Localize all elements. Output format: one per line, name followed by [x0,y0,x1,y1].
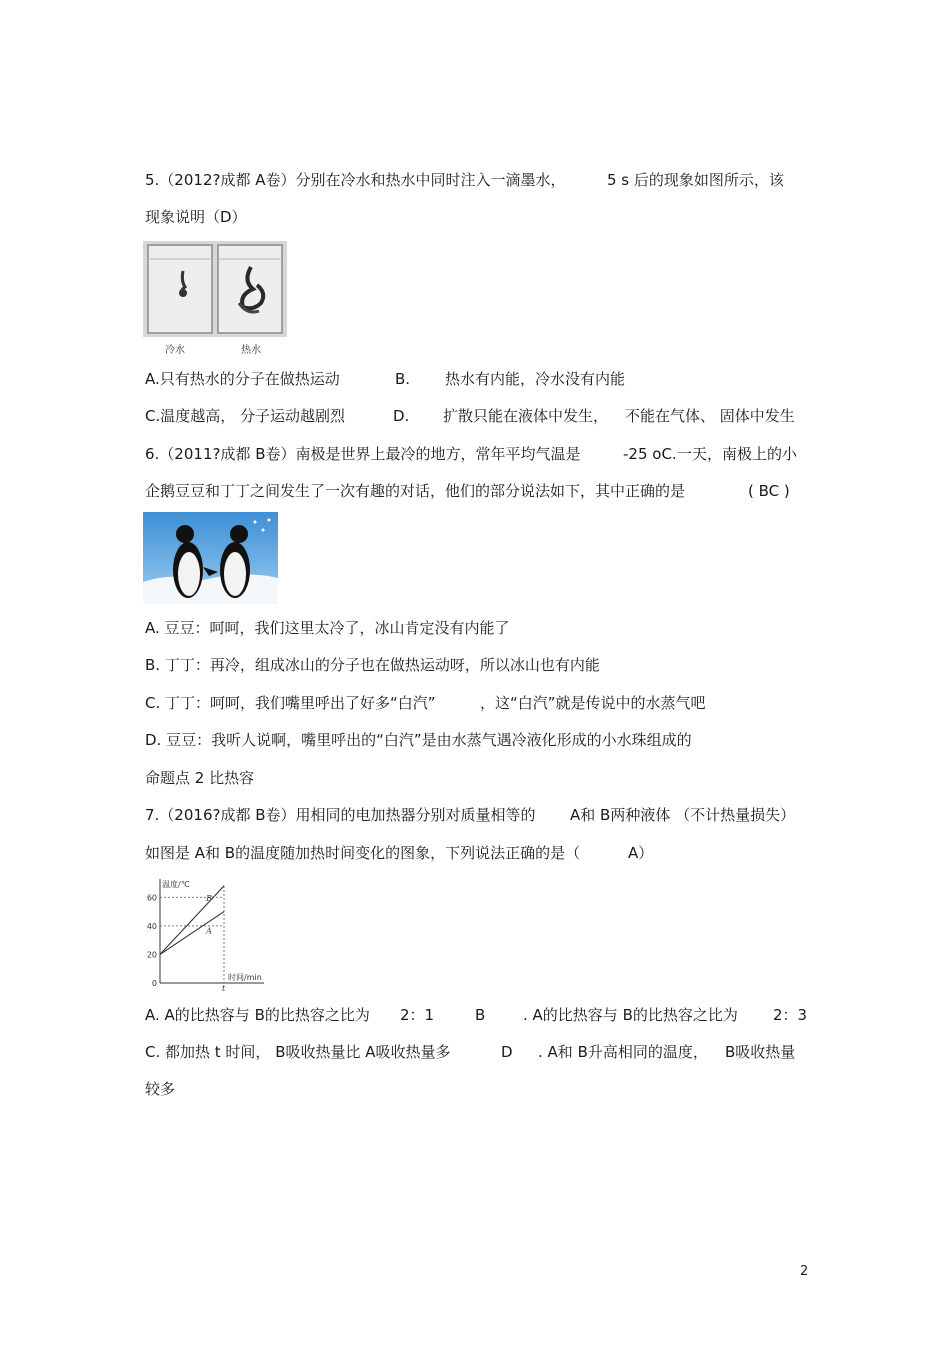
q6-stem-b: -25 oC. [623,445,677,463]
q6-stem-a: 6.（2011?成都 B卷）南极是世界上最冷的地方，常年平均气温是 [145,445,581,463]
penguin-figure [143,512,278,604]
q7-opt-b2: 2：3 [773,1006,808,1024]
q6-opt-c1: C. 丁丁：呵呵，我们嘴里呼出了好多“白汽” [145,694,436,712]
q5-opt-a: A.只有热水的分子在做热运动 [145,370,340,388]
q6-opt-b: B. 丁丁：再冷，组成冰山的分子也在做热运动呀，所以冰山也有内能 [145,656,600,674]
series-label-b: B [206,894,212,904]
x-tick-label: t [222,984,226,991]
q7-opt-b-key: B [475,1006,486,1024]
q5-stem-a: 5.（2012?成都 A卷）分别在冷水和热水中同时注入一滴墨水， [145,171,566,189]
q7-options-row2 [145,1042,796,1062]
beaker-image [143,241,287,359]
temperature-chart-svg [140,873,270,991]
q7-stem-a: 7.（2016?成都 B卷）用相同的电加热器分别对质量相等的 [145,806,536,824]
q5-opt-b-text: 热水有内能，冷水没有内能 [445,370,626,388]
q7-stem-line1 [145,805,796,825]
y-tick-label: 40 [146,921,157,931]
q6-answer: ( BC ) [748,482,790,500]
q5-opt-c: C.温度越高， 分子运动越剧烈 [145,407,346,425]
q6-opt-a: A. 豆豆：呵呵，我们这里太冷了，冰山肯定没有内能了 [145,619,510,637]
q7-stem-b: A和 B两种液体 （不计热量损失） [570,806,796,824]
q7-opt-d-cont: 较多 [145,1080,176,1098]
q5-opt-d-key: D. [393,407,410,425]
temperature-chart [140,873,270,991]
q6-stem-line1 [145,444,798,464]
q7-stem-line2 [145,843,654,863]
q7-opt-a2: 2：1 [400,1006,435,1024]
q5-opt-d-text2: 不能在气体、 固体中发生 [625,407,795,425]
q5-stem-b: 5 s 后的现象如图所示，该 [607,171,784,189]
series-label-a: A [206,926,212,936]
y-axis-label: 温度/℃ [162,880,190,889]
q5-stem-line2: 现象说明（D） [145,208,247,226]
q7-opt-d1: . A和 B升高相同的温度， [538,1043,708,1061]
q6-opt-c-row [145,693,706,713]
q5-options-row1 [145,369,626,389]
q6-stem-d: 企鹅豆豆和丁丁之间发生了一次有趣的对话，他们的部分说法如下，其中正确的是 [145,482,686,500]
series-line-a [160,912,224,955]
cold-water-label: 冷水 [165,345,185,356]
penguin-image [143,512,278,604]
q7-opt-b1: . A的比热容与 B的比热容之比为 [523,1006,738,1024]
q7-opt-d-key: D [501,1043,513,1061]
hot-water-label: 热水 [241,345,261,356]
series-line-b [160,886,224,955]
q7-opt-a1: A. A的比热容与 B的比热容之比为 [145,1006,370,1024]
q6-stem-line2 [145,481,790,501]
beaker-figure [143,241,287,359]
y-tick-label: 0 [151,979,157,988]
q5-opt-b-key: B. [395,370,411,388]
q7-opt-d2: B吸收热量 [725,1043,796,1061]
y-tick-label: 60 [146,893,157,903]
x-axis-label: 时间/min [228,973,262,982]
q5-stem-line1 [145,170,784,190]
q7-options-row1 [145,1005,808,1025]
section-heading: 命题点 2 比热容 [145,769,255,787]
y-tick-label: 20 [146,950,157,960]
q7-stem-c: 如图是 A和 B的温度随加热时间变化的图象，下列说法正确的是（ [145,844,581,862]
q5-opt-d-text1: 扩散只能在液体中发生， [443,407,609,425]
q6-opt-c2: ，这“白汽”就是传说中的水蒸气吧 [480,694,706,712]
q6-opt-d: D. 豆豆：我听人说啊，嘴里呼出的“白汽”是由水蒸气遇冷液化形成的小水珠组成的 [145,731,692,749]
q6-stem-c: 一天，南极上的小 [677,445,798,463]
q5-options-row2 [145,406,795,426]
page-number: 2 [800,1264,809,1279]
q7-stem-d: A） [628,844,654,862]
q7-opt-c1: C. 都加热 t 时间， B吸收热量比 A吸收热量多 [145,1043,451,1061]
